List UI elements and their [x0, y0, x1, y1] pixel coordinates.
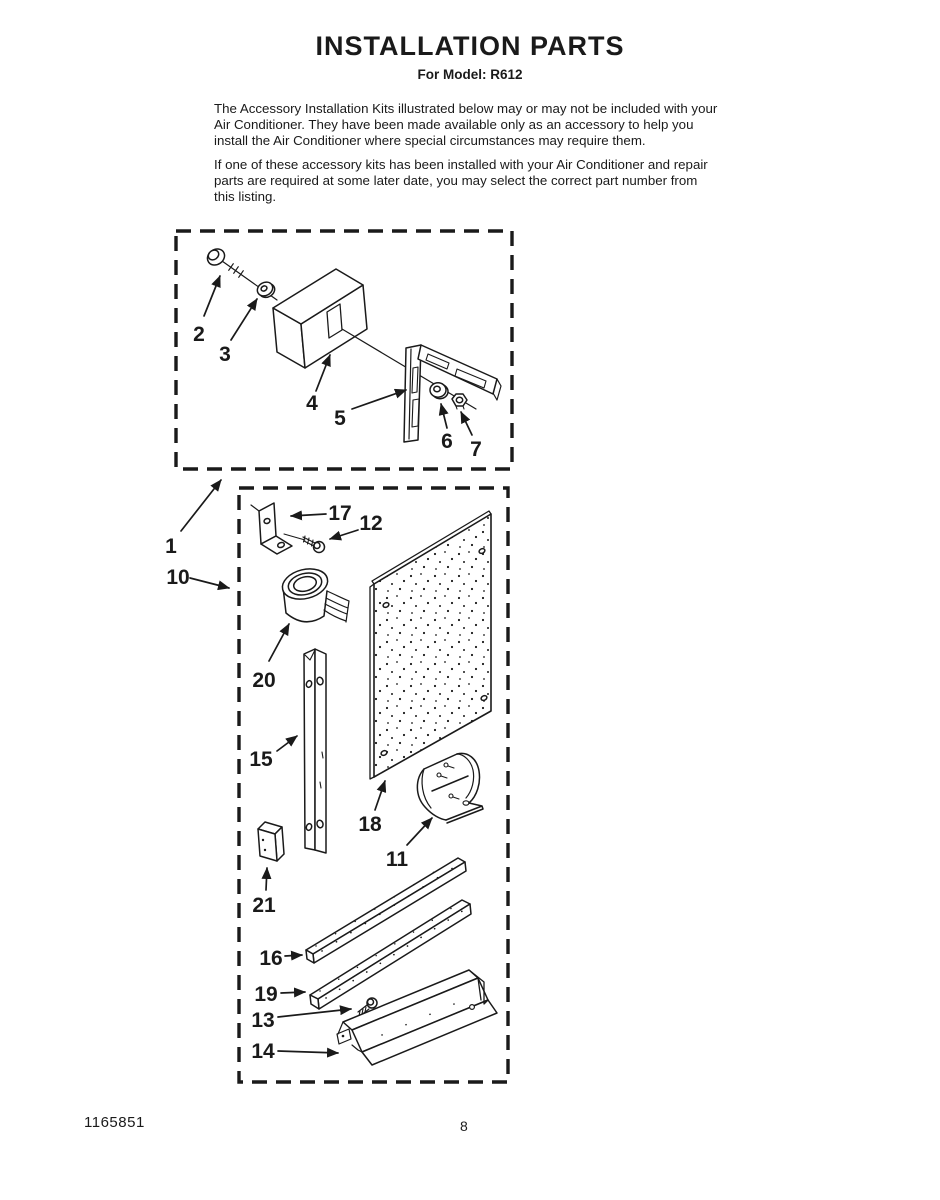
part-17-angle-bracket	[251, 503, 305, 554]
callout-6: 6	[441, 430, 453, 453]
model-subtitle: For Model: R612	[417, 67, 523, 82]
part-12-screw	[303, 536, 325, 553]
part-11-curved-bracket	[417, 753, 483, 823]
callout-17: 17	[328, 502, 352, 525]
part-5-support-bracket	[404, 345, 501, 442]
intro-paragraph-1: The Accessory Installation Kits illustrated below may or may not be included with your Air Conditioner. They have been made available only as an accessory to help you install the Air Conditioner where special circumstances may require them.	[214, 101, 718, 149]
callout-2: 2	[193, 323, 205, 346]
page-title: INSTALLATION PARTS	[315, 31, 625, 61]
callout-1: 1	[165, 535, 177, 558]
callout-14: 14	[251, 1040, 275, 1063]
callout-18: 18	[358, 813, 382, 836]
callout-5: 5	[334, 407, 346, 430]
part-18-perforated-panel	[370, 511, 491, 779]
page-number: 8	[460, 1118, 468, 1134]
publication-number: 1165851	[84, 1114, 145, 1131]
callout-20: 20	[252, 669, 276, 692]
callout-11: 11	[385, 848, 409, 871]
part-6-washer	[430, 383, 448, 399]
callout-12: 12	[359, 512, 383, 535]
part-21-block	[258, 822, 284, 861]
callout-3: 3	[219, 343, 231, 366]
intro-paragraph-2: If one of these accessory kits has been installed with your Air Conditioner and repair parts are required at some later date, you may select the correct part number from this listing.	[214, 156, 708, 205]
callout-21: 21	[252, 894, 276, 917]
part-7-nut	[452, 394, 467, 409]
callout-4: 4	[306, 392, 318, 415]
callout-10: 10	[166, 566, 190, 589]
callout-7: 7	[470, 438, 482, 461]
part-20-tape-roll	[279, 564, 349, 622]
part-15-channel	[304, 649, 326, 853]
part-14-sill-channel	[337, 970, 497, 1065]
callout-16: 16	[259, 947, 283, 970]
callout-15: 15	[249, 748, 273, 771]
callout-13: 13	[251, 1009, 275, 1032]
callout-19: 19	[254, 983, 278, 1006]
